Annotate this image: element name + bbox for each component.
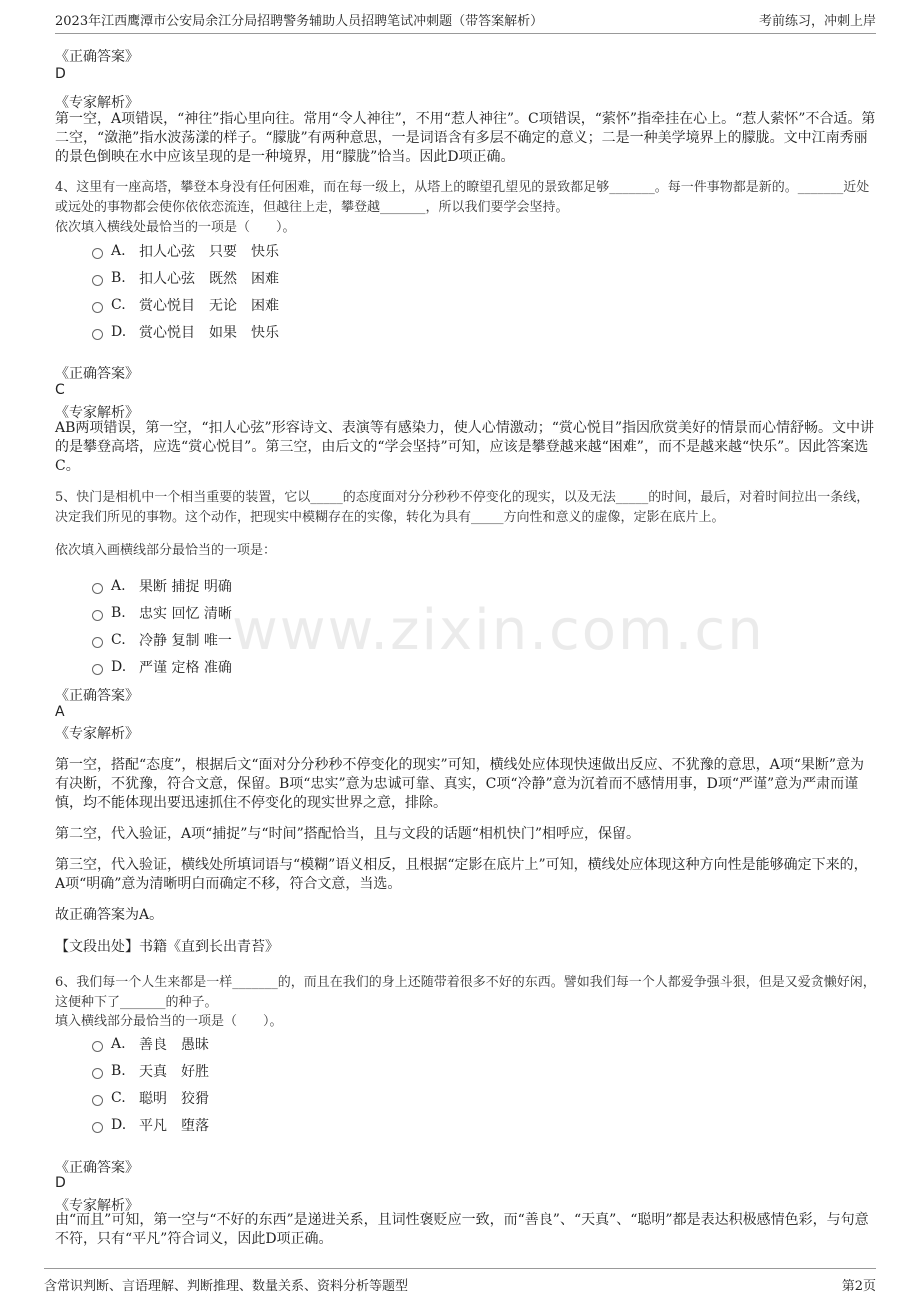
expert-analysis-text: 第一空，A项错误，“神往”指心里向往。常用“令人神往”，不用“惹人神往”。C项错误，“萦怀”指牵挂在心上。“惹人萦怀”不合适。第二空，“潋滟”指水波荡漾的样子。“朦胧”有两种意思，一是词语含有多层不确定的意义；二是一种美学境界上的朦胧。文中江南秀丽的景色倒映在水中应该呈现的是一种境界，用“朦胧”恰当。因此D项正确。: [55, 111, 876, 165]
analysis-paragraph-1: 第一空，搭配“态度”，根据后文“面对分分秒秒不停变化的现实”可知，横线处应体现快速做出反应、不犹豫的意思，A项“果断”意为有决断，不犹豫，符合文意，保留。B项“忠实”意为忠诚可靠、真实，C项“冷静”意为沉着而不感情用事，D项“严谨”意为严肃而谨慎，均不能体现出要迅速抓住不停变化的现实世界之意，排除。: [55, 757, 865, 811]
page-number: 第2页: [841, 1279, 876, 1294]
correct-answer-value: A: [55, 704, 65, 720]
correct-answer-label: 《正确答案》: [55, 688, 139, 704]
correct-answer-value: D: [55, 1175, 66, 1191]
question-5-option-c[interactable]: C. 冷静 复制 唯一: [92, 630, 232, 650]
expert-analysis-text: AB两项错误，第一空，“扣人心弦”形容诗文、表演等有感染力，使人心情激动；“赏心悦目”指因欣赏美好的情景而心情舒畅。文中讲的是攀登高塔，应选“赏心悦目”。第三空，由后文的“学会坚持”可知，应该是攀登越来越“困难”，而不是越来越“快乐”。因此答案选C。: [55, 420, 875, 474]
page-footer: [44, 1268, 876, 1294]
expert-analysis-label: 《专家解析》: [55, 726, 139, 742]
footer-topics: 含常识判断、言语理解、判断推理、数量关系、资料分析等题型: [44, 1279, 409, 1294]
radio-icon[interactable]: [92, 275, 103, 286]
question-6-text: 6、我们每一个人生来都是一样_______的，而且在我们的身上还随带着很多不好的东西。譬如我们每一个人都爱争强斗狠，但是又爱贪懒好闲，这便种下了_______的种子。: [55, 975, 876, 1010]
question-6-option-d[interactable]: D. 平凡 堕落: [92, 1115, 209, 1135]
question-5-prompt: 依次填入画横线部分最恰当的一项是：: [55, 543, 277, 558]
correct-answer-label: 《正确答案》: [55, 1160, 139, 1176]
radio-icon[interactable]: [92, 302, 103, 313]
radio-icon[interactable]: [92, 329, 103, 340]
question-5-option-d[interactable]: D. 严谨 定格 准确: [92, 657, 232, 677]
question-5-option-b[interactable]: B. 忠实 回忆 清晰: [92, 603, 232, 623]
correct-answer-value: C: [55, 382, 65, 398]
question-4-text: 4、这里有一座高塔，攀登本身没有任何困难，而在每一级上，从塔上的瞭望孔望见的景致都足够_______。每一件事物都是新的。_______近处或远处的事物都会使你依依恋流连，但越往上走，攀登越_______，所以我们要学会坚持。: [55, 180, 870, 215]
expert-analysis-label: 《专家解析》: [55, 1198, 139, 1214]
question-4-option-a[interactable]: A. 扣人心弦 只要 快乐: [92, 241, 279, 261]
source-citation: 【文段出处】书籍《直到长出青苔》: [55, 939, 279, 955]
expert-analysis-label: 《专家解析》: [55, 405, 139, 421]
question-5-text: 5、快门是相机中一个相当重要的装置，它以_____的态度面对分分秒秒不停变化的现实，以及无法_____的时间，最后，对着时间拉出一条线，决定我们所见的事物。这个动作，把现实中模糊存在的实像，转化为具有_____方向性和意义的虚像，定影在底片上。: [55, 490, 870, 525]
question-6-prompt: 填入横线部分最恰当的一项是（ ）。: [55, 1014, 283, 1029]
page-header: [55, 10, 876, 34]
radio-icon[interactable]: [92, 583, 103, 594]
radio-icon[interactable]: [92, 664, 103, 675]
correct-answer-value: D: [55, 66, 66, 82]
radio-icon[interactable]: [92, 1095, 103, 1106]
question-4-prompt: 依次填入横线处最恰当的一项是（ ）。: [55, 220, 296, 235]
radio-icon[interactable]: [92, 637, 103, 648]
document-title: 2023年江西鹰潭市公安局余江分局招聘警务辅助人员招聘笔试冲刺题（带答案解析）: [55, 14, 544, 29]
watermark: www.zixin.com.cn: [232, 598, 765, 663]
analysis-conclusion: 故正确答案为A。: [55, 907, 164, 923]
question-4-option-c[interactable]: C. 赏心悦目 无论 困难: [92, 295, 279, 315]
correct-answer-label: 《正确答案》: [55, 49, 139, 65]
question-6-option-b[interactable]: B. 天真 好胜: [92, 1061, 209, 1081]
question-4-option-b[interactable]: B. 扣人心弦 既然 困难: [92, 268, 279, 288]
header-slogan: 考前练习，冲刺上岸: [758, 14, 876, 29]
question-6-option-c[interactable]: C. 聪明 狡猾: [92, 1088, 209, 1108]
radio-icon[interactable]: [92, 1068, 103, 1079]
question-5-option-a[interactable]: A. 果断 捕捉 明确: [92, 576, 232, 596]
question-6-option-a[interactable]: A. 善良 愚昧: [92, 1034, 209, 1054]
analysis-paragraph-3: 第三空，代入验证，横线处所填词语与“模糊”语义相反，且根据“定影在底片上”可知，横线处应体现这种方向性是能够确定下来的，A项“明确”意为清晰明白而确定不移，符合文意，当选。: [55, 857, 868, 892]
correct-answer-label: 《正确答案》: [55, 366, 139, 382]
expert-analysis-label: 《专家解析》: [55, 95, 139, 111]
radio-icon[interactable]: [92, 1122, 103, 1133]
expert-analysis-text: 由“而且”可知，第一空与“不好的东西”是递进关系，且词性褒贬应一致，而“善良”、“天真”、“聪明”都是表达积极感情色彩，与句意不符，只有“平凡”符合词义，因此D项正确。: [55, 1212, 869, 1247]
analysis-paragraph-2: 第二空，代入验证，A项“捕捉”与“时间”搭配恰当，且与文段的话题“相机快门”相呼应，保留。: [55, 826, 641, 842]
radio-icon[interactable]: [92, 610, 103, 621]
question-4-option-d[interactable]: D. 赏心悦目 如果 快乐: [92, 322, 279, 342]
radio-icon[interactable]: [92, 1041, 103, 1052]
radio-icon[interactable]: [92, 248, 103, 259]
